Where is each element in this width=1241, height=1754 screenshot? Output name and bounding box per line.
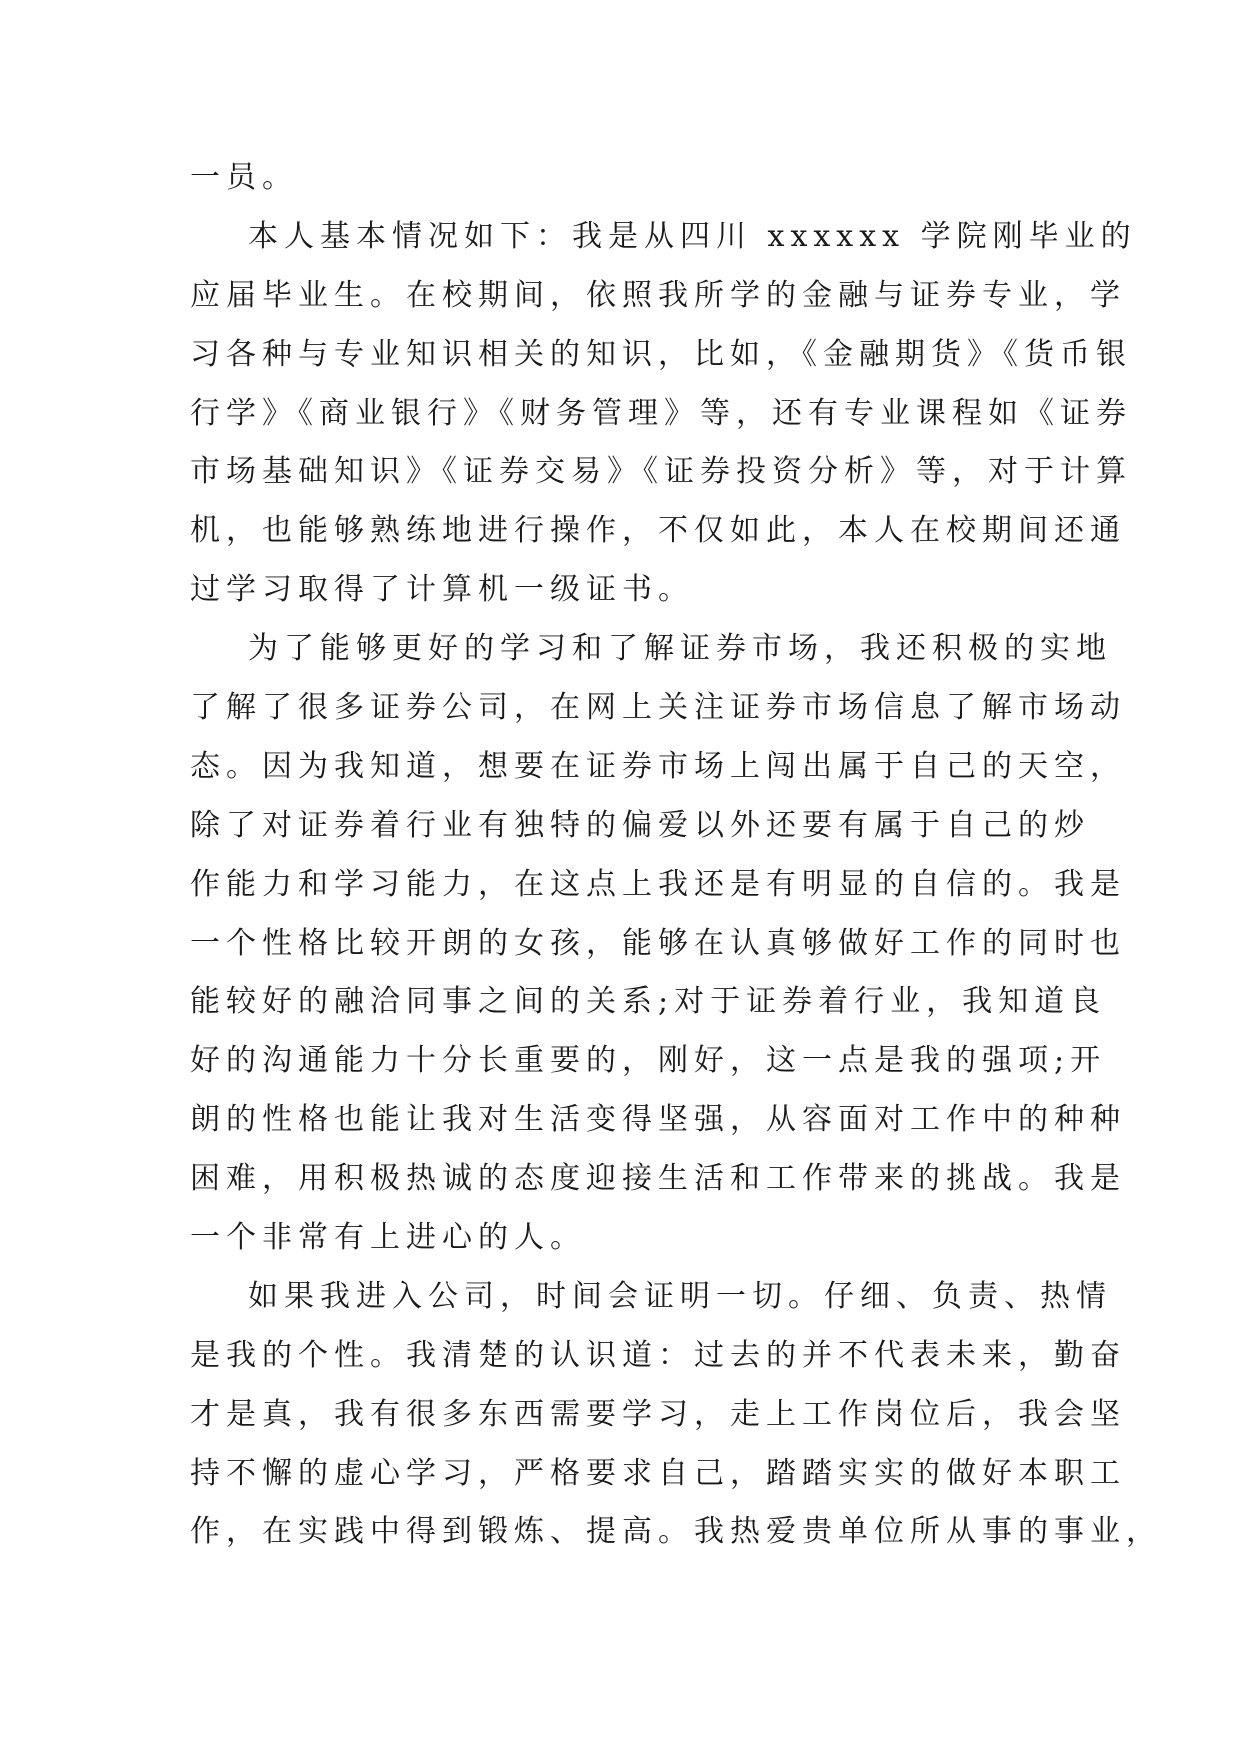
text-line: 过学习取得了计算机一级证书。 (190, 572, 694, 608)
text-line: 一个性格比较开朗的女孩，能够在认真够做好工作的同时也 (190, 925, 1126, 961)
text-line: 习各种与专业知识相关的知识，比如，《金融期货》《货币银 (190, 336, 1132, 372)
text-line: 行学》《商业银行》《财务管理》等，还有专业课程如《证券 (190, 395, 1132, 431)
text-line: 困难，用积极热诚的态度迎接生活和工作带来的挑战。我是 (190, 1161, 1126, 1197)
text-line: 机，也能够熟练地进行操作，不仅如此，本人在校期间还通 (190, 513, 1126, 549)
text-line: 作能力和学习能力，在这点上我还是有明显的自信的。我是 (190, 866, 1126, 902)
text-line: 才是真，我有很多东西需要学习，走上工作岗位后，我会坚 (190, 1396, 1126, 1432)
text-line: 如果我进入公司，时间会证明一切。仔细、负责、热情 (248, 1278, 1112, 1314)
text-line: 朗的性格也能让我对生活变得坚强，从容面对工作中的种种 (190, 1102, 1126, 1138)
text-line: 一员。 (190, 160, 298, 195)
text-line: 好的沟通能力十分长重要的，刚好，这一点是我的强项;开 (190, 1043, 1107, 1079)
text-line: 本人基本情况如下：我是从四川 xxxxxx 学院刚毕业的 (248, 218, 1137, 254)
text-line: 为了能够更好的学习和了解证券市场，我还积极的实地 (248, 631, 1112, 667)
text-line: 市场基础知识》《证券交易》《证券投资分析》等，对于计算 (190, 454, 1132, 490)
text-line: 持不懈的虚心学习，严格要求自己，踏踏实实的做好本职工 (190, 1455, 1126, 1491)
text-line: 能较好的融洽同事之间的关系;对于证券着行业，我知道良 (190, 984, 1107, 1020)
text-line: 是我的个性。我清楚的认识道：过去的并不代表未来，勤奋 (190, 1337, 1126, 1373)
text-line: 除了对证券着行业有独特的偏爱以外还要有属于自己的炒 (190, 807, 1090, 843)
text-line: 应届毕业生。在校期间，依照我所学的金融与证券专业，学 (190, 277, 1126, 313)
text-line: 作，在实践中得到锻炼、提高。我热爱贵单位所从事的事业， (190, 1514, 1162, 1550)
text-line: 了解了很多证券公司，在网上关注证券市场信息了解市场动 (190, 690, 1126, 726)
body-text (190, 160, 1162, 1573)
text-line: 态。因为我知道，想要在证券市场上闯出属于自己的天空， (190, 748, 1126, 784)
text-line: 一个非常有上进心的人。 (190, 1220, 586, 1256)
